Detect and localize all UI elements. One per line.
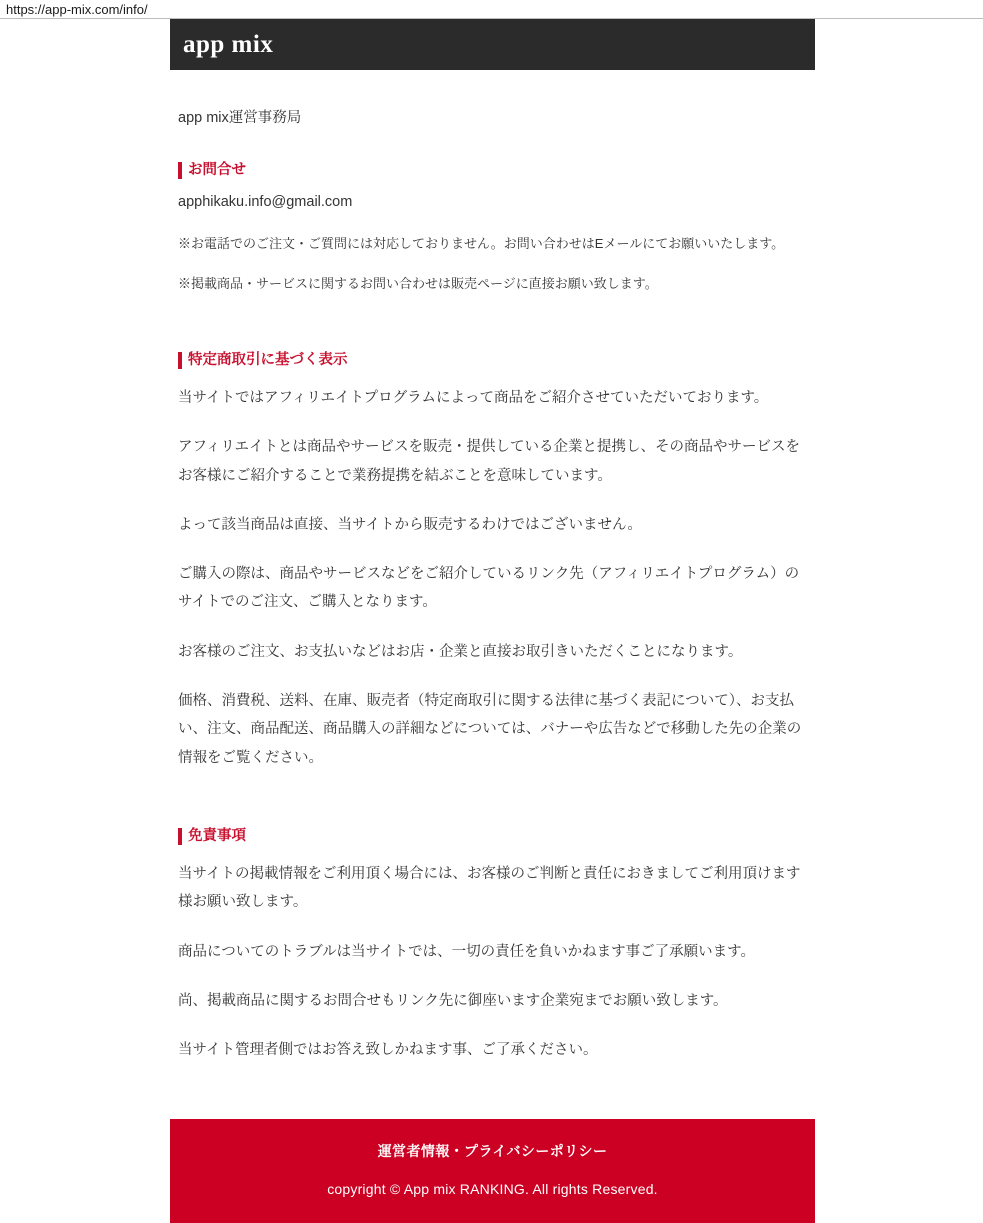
- commercial-paragraph-5: お客様のご注文、お支払いなどはお店・企業と直接お取引きいただくことになります。: [178, 643, 743, 660]
- section-heading-contact: お問合せ: [178, 160, 807, 180]
- browser-url-bar[interactable]: [0, 0, 983, 19]
- commercial-paragraph-6: 価格、消費税、送料、在庫、販売者（特定商取引に関する法律に基づく表記について）、お支払い、注文、商品配送、商品購入の詳細などについては、バナーや広告などで移動した先の企業の情報をご覧ください。: [178, 692, 802, 766]
- commercial-paragraph-2: アフィリエイトとは商品やサービスを販売・提供している企業と提携し、その商品やサービスをお客様にご紹介することで業務提携を結ぶことを意味しています。: [178, 439, 801, 484]
- footer-privacy-policy-link[interactable]: 運営者情報・プライバシーポリシー: [377, 1143, 608, 1160]
- disclaimer-paragraph-2: 商品についてのトラブルは当サイトでは、一切の責任を負いかねます事ご了承願います。: [178, 943, 755, 960]
- page-body: [0, 19, 983, 1223]
- contact-note-1: ※お電話でのご注文・ご質問には対応しておりません。お問い合わせはEメールにてお願いいたします。: [178, 236, 785, 252]
- commercial-paragraph-4: ご購入の際は、商品やサービスなどをご紹介しているリンク先（アフィリエイトプログラム）のサイトでのご注文、ご購入となります。: [178, 566, 800, 611]
- site-footer: [170, 1119, 815, 1223]
- site-header: [170, 19, 815, 70]
- site-logo-title: app mix: [183, 30, 274, 58]
- main-content: [170, 108, 815, 1119]
- url-text: https://app-mix.com/info/: [6, 1, 148, 17]
- section-heading-disclaimer: 免責事項: [178, 826, 807, 846]
- commercial-paragraph-3: よって該当商品は直接、当サイトから販売するわけではございません。: [178, 516, 642, 533]
- disclaimer-paragraph-3: 尚、掲載商品に関するお問合せもリンク先に御座います企業宛までお願い致します。: [178, 992, 728, 1009]
- content-bottom-spacer: [178, 1085, 807, 1119]
- disclaimer-paragraph-4: 当サイト管理者側ではお答え致しかねます事、ご了承ください。: [178, 1042, 598, 1059]
- footer-copyright: copyright © App mix RANKING. All rights Reserved.: [327, 1181, 658, 1198]
- contact-email: apphikaku.info@gmail.com: [178, 194, 353, 211]
- section-heading-commercial-transactions: 特定商取引に基づく表示: [178, 350, 807, 370]
- contact-note-2: ※掲載商品・サービスに関するお問い合わせは販売ページに直接お願い致します。: [178, 276, 658, 292]
- disclaimer-paragraph-1: 当サイトの掲載情報をご利用頂く場合には、お客様のご判断と責任におきましてご利用頂けます様お願い致します。: [178, 866, 801, 911]
- content-wrapper: [170, 19, 815, 1223]
- commercial-paragraph-1: 当サイトではアフィリエイトプログラムによって商品をご紹介させていただいております。: [178, 390, 769, 407]
- organization-name: app mix運営事務局: [178, 110, 302, 126]
